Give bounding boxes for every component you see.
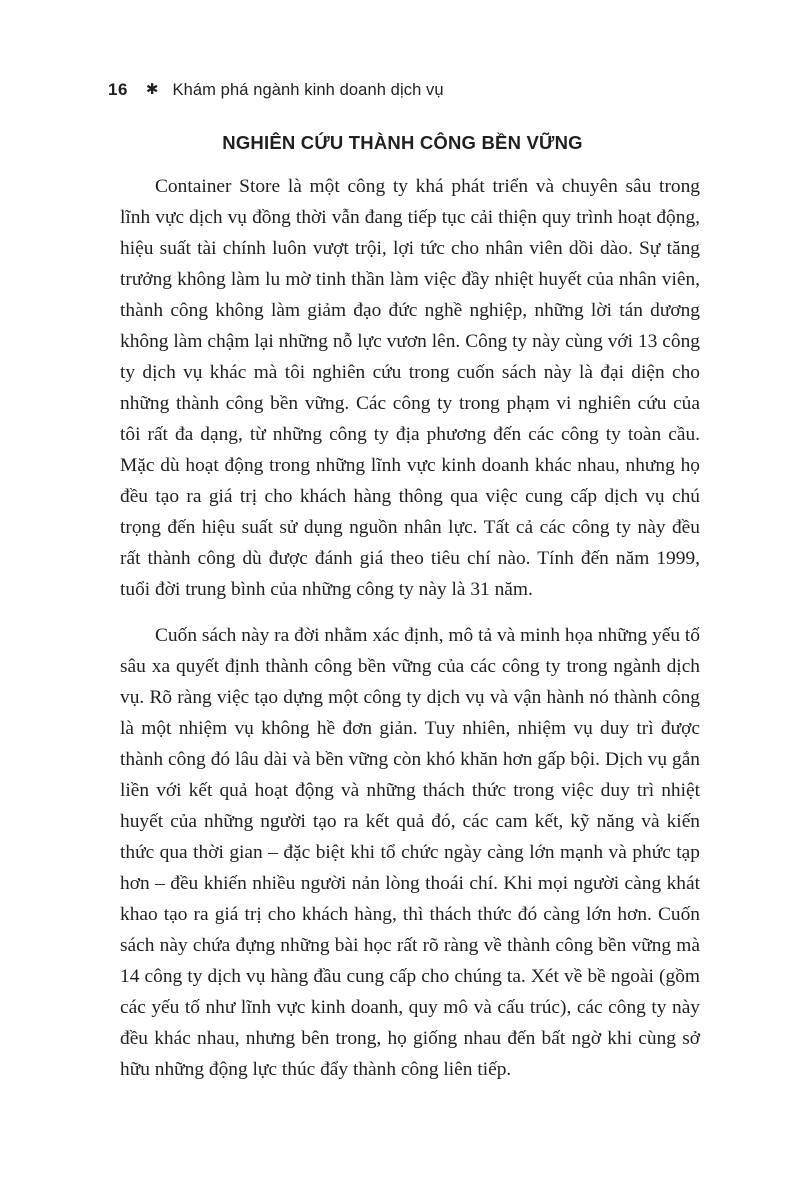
- page-number: 16: [108, 80, 128, 99]
- section-title: NGHIÊN CỨU THÀNH CÔNG BỀN VỮNG: [222, 132, 583, 153]
- paragraph: Container Store là một công ty khá phát triển và chuyên sâu trong lĩnh vực dịch vụ đồng thời vẫn đang tiếp tục cải thiện quy trình hoạt động, hiệu suất tài chính luôn vượt trội, lợi tức cho nhân viên dồi dào. Sự tăng trưởng không làm lu mờ tinh thần làm việc đầy nhiệt huyết của nhân viên, thành công không làm giảm đạo đức nghề nghiệp, những lời tán dương không làm chậm lại những nỗ lực vươn lên. Công ty này cùng với 13 công ty dịch vụ khác mà tôi nghiên cứu trong cuốn sách này là đại diện cho những thành công bền vững. Các công ty trong phạm vi nghiên cứu của tôi rất đa dạng, từ những công ty địa phương đến các công ty toàn cầu. Mặc dù hoạt động trong những lĩnh vực kinh doanh khác nhau, nhưng họ đều tạo ra giá trị cho khách hàng thông qua việc cung cấp dịch vụ chú trọng đến hiệu suất sử dụng nguồn nhân lực. Tất cả các công ty này đều rất thành công dù được đánh giá theo tiêu chí nào. Tính đến năm 1999, tuổi đời trung bình của những công ty này là 31 năm.: [120, 176, 700, 600]
- paragraph: Cuốn sách này ra đời nhằm xác định, mô tả và minh họa những yếu tố sâu xa quyết định thành công bền vững của các công ty trong ngành dịch vụ. Rõ ràng việc tạo dựng một công ty dịch vụ và vận hành nó thành công là một nhiệm vụ không hề đơn giản. Tuy nhiên, nhiệm vụ duy trì được thành công đó lâu dài và bền vững còn khó khăn hơn gấp bội. Dịch vụ gắn liền với kết quả hoạt động và những thách thức trong việc duy trì nhiệt huyết của những người tạo ra kết quả đó, các cam kết, kỹ năng và kiến thức qua thời gian – đặc biệt khi tổ chức ngày càng lớn mạnh và phức tạp hơn – đều khiến nhiều người nản lòng thoái chí. Khi mọi người càng khát khao tạo ra giá trị cho khách hàng, thì thách thức đó càng lớn hơn. Cuốn sách này chứa đựng những bài học rất rõ ràng về thành công bền vững mà 14 công ty dịch vụ hàng đầu cung cấp cho chúng ta. Xét về bề ngoài (gồm các yếu tố như lĩnh vực kinh doanh, quy mô và cấu trúc), các công ty này đều khác nhau, nhưng bên trong, họ giống nhau đến bất ngờ khi cùng sở hữu những động lực thúc đẩy thành công liên tiếp.: [120, 625, 700, 1080]
- asterisk-icon: ✱: [145, 80, 159, 98]
- body-text: [120, 171, 700, 1085]
- running-title: Khám phá ngành kinh doanh dịch vụ: [172, 80, 444, 99]
- running-header: [108, 78, 444, 102]
